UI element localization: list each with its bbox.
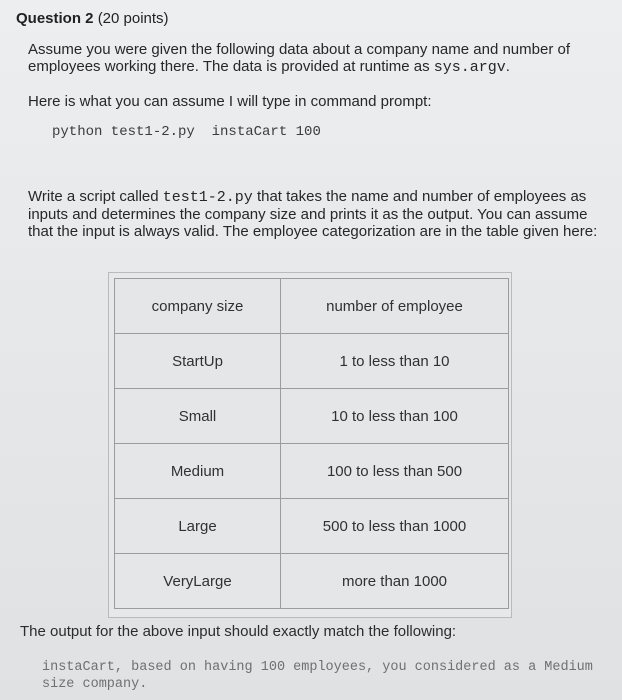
- question-title: [16, 10, 169, 27]
- expected-output-text: instaCart, based on having 100 employees, you considered as a Medium size company.: [42, 660, 593, 692]
- table-row: [115, 444, 509, 499]
- p3-text-after: that takes the name and number of employees as inputs and determines the company size and prints it as the output. You can assume that the input is always valid. The employee categorization are in the table given here:: [28, 188, 598, 240]
- cell-size: Large: [115, 499, 281, 554]
- table-row: [115, 389, 509, 444]
- command-line-example: python test1-2.py instaCart 100: [52, 124, 321, 140]
- question-number: Question 2: [16, 10, 94, 27]
- table-container: [114, 278, 509, 609]
- cell-size: Small: [115, 389, 281, 444]
- paragraph-task: [28, 188, 608, 240]
- cell-size: VeryLarge: [115, 554, 281, 609]
- cell-range: 100 to less than 500: [281, 444, 509, 499]
- company-size-table: [114, 278, 509, 609]
- p1-code: sys.argv: [433, 59, 506, 76]
- paragraph-command-intro: Here is what you can assume I will type in command prompt:: [28, 93, 432, 110]
- cell-range: 10 to less than 100: [281, 389, 509, 444]
- cell-range: 1 to less than 10: [281, 334, 509, 389]
- table-header-row: [115, 279, 509, 334]
- question-points: (20 points): [97, 10, 169, 27]
- header-number-of-employee: number of employee: [281, 279, 509, 334]
- table-row: [115, 554, 509, 609]
- cell-range: more than 1000: [281, 554, 509, 609]
- p3-text-before: Write a script called: [28, 188, 163, 205]
- p3-code: test1-2.py: [162, 189, 253, 206]
- p1-text-before: Assume you were given the following data about a company name and number of employees working there. The data is provided at runtime as: [28, 41, 570, 75]
- p1-text-after: .: [505, 58, 510, 75]
- cell-range: 500 to less than 1000: [281, 499, 509, 554]
- table-row: [115, 499, 509, 554]
- cell-size: StartUp: [115, 334, 281, 389]
- paragraph-data-description: [28, 41, 598, 76]
- table-row: [115, 334, 509, 389]
- output-label: The output for the above input should exactly match the following:: [20, 623, 457, 640]
- cell-size: Medium: [115, 444, 281, 499]
- header-company-size: company size: [115, 279, 281, 334]
